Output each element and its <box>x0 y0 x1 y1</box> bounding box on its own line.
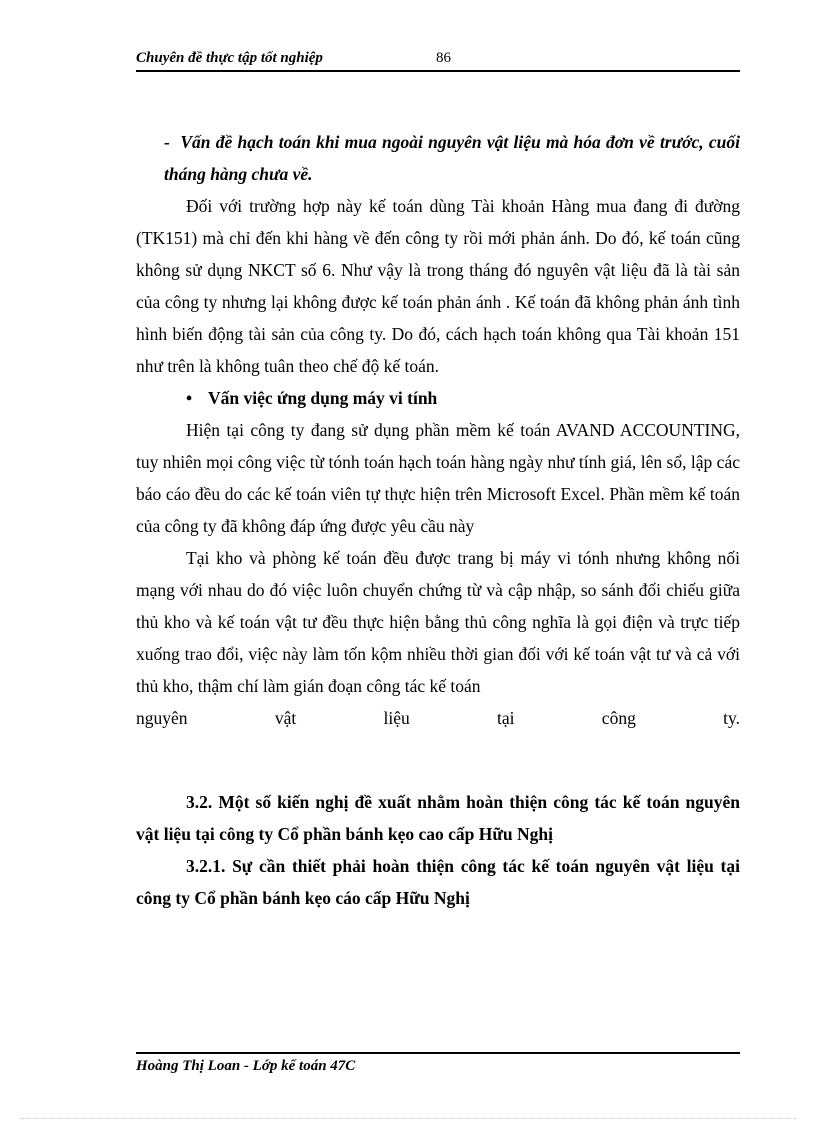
bullet-heading-text: Vấn việc ứng dụng máy vi tính <box>208 388 438 408</box>
header-title: Chuyên đề thực tập tốt nghiệp <box>136 50 323 66</box>
paragraph-software: Hiện tại công ty đang sử dụng phần mềm kế toán AVAND ACCOUNTING, tuy nhiên mọi công việc từ tónh toán hạch toán hàng ngày như tính giá, lên sổ, lập các báo cáo đều do các kế toán viên tự thực hiện trên Microsoft Excel. Phần mềm kế toán của công ty đã không đáp ứng được yêu cầu này <box>136 420 740 536</box>
spacer <box>136 734 740 786</box>
section-heading-3-2: 3.2. Một số kiến nghị đề xuất nhằm hoàn thiện công tác kế toán nguyên vật liệu tại công ty Cổ phần bánh kẹo cao cấp Hữu Nghị <box>136 792 740 844</box>
bullet-heading-computer <box>136 382 740 414</box>
heading-invoice-issue <box>136 126 740 190</box>
document-body <box>136 126 740 914</box>
page-number: 86 <box>436 50 451 66</box>
footer-author: Hoàng Thị Loan - Lớp kế toán 47C <box>136 1058 356 1074</box>
bullet-icon: • <box>186 388 193 408</box>
last-line-word: nguyên <box>136 708 188 728</box>
paragraph-network: Tại kho và phòng kế toán đều được trang bị máy vi tónh nhưng không nối mạng với nhau do đó việc luôn chuyển chứng từ và cập nhập, so sánh đối chiếu giữa thủ kho và kế toán vật tư đều thực hiện bằng thủ công nghĩa là gọi điện và trực tiếp xuống trao đổi, việc này làm tốn kộm nhiều thời gian đối với kế toán vật tư và cả với thủ kho, thậm chí làm gián đoạn công tác kế toán <box>136 548 740 696</box>
heading-invoice-issue-text: Vấn đề hạch toán khi mua ngoài nguyên vật liệu mà hóa đơn về trước, cuối tháng hàng chưa về. <box>164 132 740 184</box>
page-footer <box>136 1052 740 1075</box>
last-line-word: tại <box>497 708 515 728</box>
paragraph-network-last-line <box>136 702 740 734</box>
dash-marker: - <box>164 132 170 152</box>
paragraph-tk151: Đối với trường hợp này kế toán dùng Tài khoản Hàng mua đang đi đường (TK151) mà chỉ đến khi hàng về đến công ty rồi mới phản ánh. Do đó, kế toán cũng không sử dụng NKCT số 6. Như vậy là trong tháng đó nguyên vật liệu đã là tài sản của công ty nhưng lại không được kế toán phản ánh . Kế toán đã không phản ánh tình hình biến động tài sản của công ty. Do đó, cách hạch toán không qua Tài khoản 151 như trên là không tuân theo chế độ kế toán. <box>136 196 740 376</box>
last-line-word: vật <box>274 708 297 728</box>
page-header <box>136 48 740 72</box>
last-line-word: liệu <box>383 708 410 728</box>
page-edge-divider <box>20 1118 796 1119</box>
last-line-word: công <box>601 708 636 728</box>
last-line-word: ty. <box>723 708 740 728</box>
section-heading-3-2-1: 3.2.1. Sự cần thiết phải hoàn thiện công tác kế toán nguyên vật liệu tại công ty Cổ phần bánh kẹo cáo cấp Hữu Nghị <box>136 856 740 908</box>
